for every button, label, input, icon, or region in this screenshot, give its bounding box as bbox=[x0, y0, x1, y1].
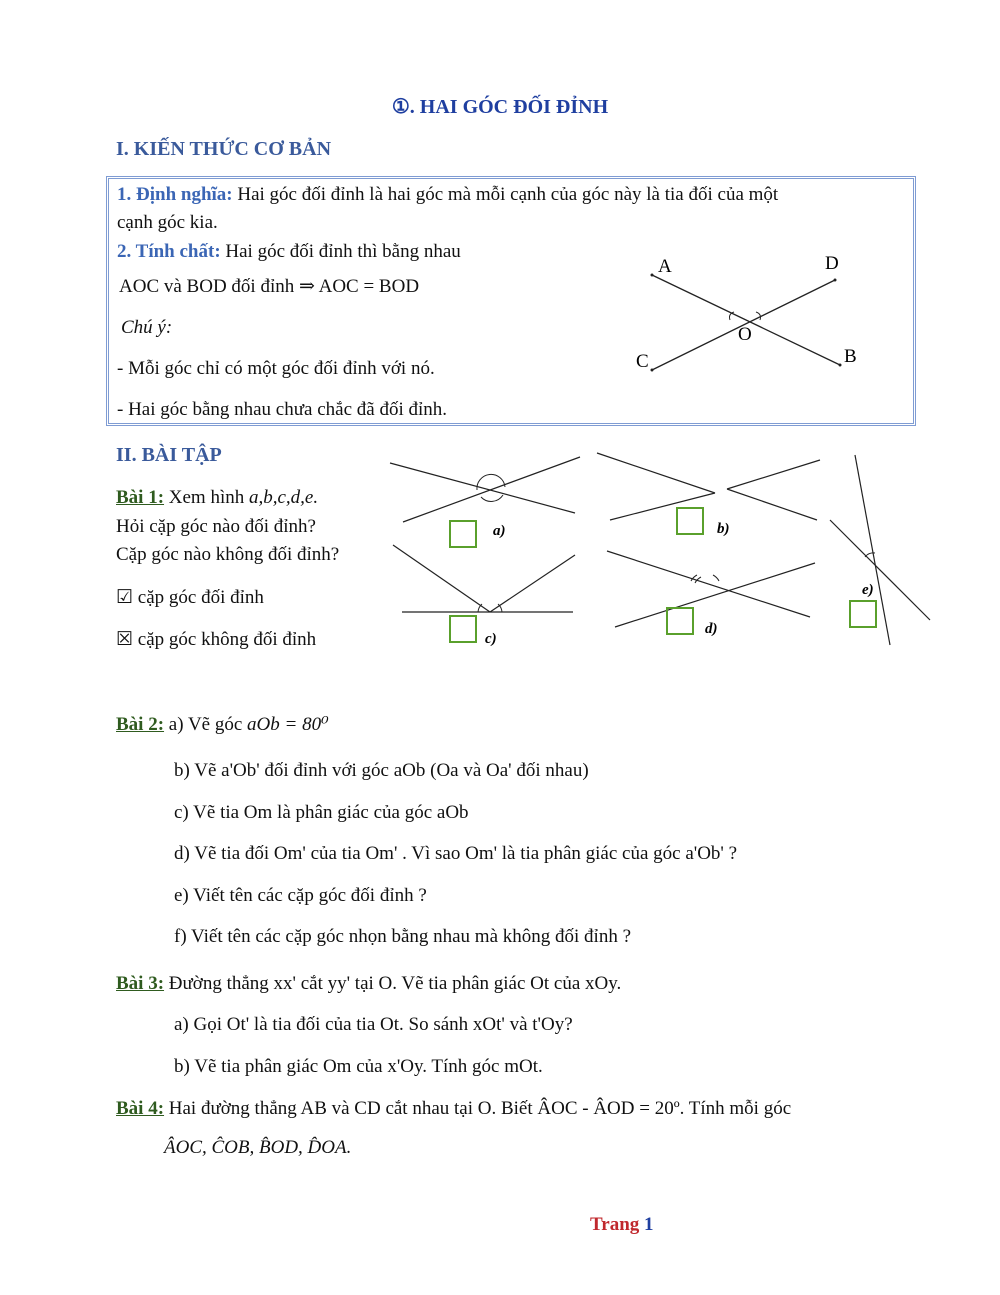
bai4-label: Bài 4: bbox=[116, 1098, 165, 1119]
fig-label-b: b) bbox=[717, 521, 730, 537]
definition-line2: cạnh góc kia. bbox=[117, 212, 218, 233]
bai2-a-text: a) Vẽ góc bbox=[164, 714, 248, 735]
label-O: O bbox=[738, 324, 752, 345]
vertical-angles-figure bbox=[620, 250, 880, 380]
property-formula: AOC và BOD đối đỉnh ⇒ AOC = BOD bbox=[119, 276, 420, 297]
definition-text: Hai góc đối đỉnh là hai góc mà mỗi cạnh của góc này là tia đối của một bbox=[237, 184, 779, 205]
bai4-line2: ÂOC, ĈOB, B̂OD, D̂OA. bbox=[164, 1137, 352, 1158]
note-2: - Hai góc bằng nhau chưa chắc đã đối đỉnh. bbox=[117, 399, 448, 420]
checkbox-b[interactable] bbox=[677, 508, 703, 534]
property-label: 2. Tính chất: bbox=[117, 241, 221, 262]
property-line bbox=[117, 241, 461, 263]
section-heading-exercises: II. BÀI TẬP bbox=[116, 444, 222, 466]
label-D: D bbox=[825, 253, 839, 274]
bai2-label: Bài 2: bbox=[116, 714, 165, 735]
section-heading-theory: I. KIẾN THỨC CƠ BẢN bbox=[116, 138, 332, 160]
label-B: B bbox=[844, 346, 857, 367]
bai1-line3: Cặp góc nào không đối đỉnh? bbox=[116, 544, 340, 565]
note-label: Chú ý: bbox=[121, 317, 173, 338]
page-footer bbox=[590, 1214, 654, 1236]
bai3-line bbox=[116, 973, 621, 995]
bai1-figures: a,b,c,d,e. bbox=[249, 487, 319, 508]
definition-label: 1. Định nghĩa: bbox=[117, 184, 233, 205]
checkbox-a[interactable] bbox=[450, 521, 476, 547]
note-1: - Mỗi góc chỉ có một góc đối đỉnh với nó. bbox=[117, 358, 435, 379]
bai1-legend-checked: ☑ cặp góc đối đỉnh bbox=[116, 587, 264, 608]
fig-label-d: d) bbox=[705, 621, 718, 637]
bai3-line-a: a) Gọi Ot' là tia đối của tia Ot. So sánh xOt' và t'Oy? bbox=[174, 1014, 573, 1035]
checkbox-d[interactable] bbox=[667, 608, 693, 634]
fig-label-a: a) bbox=[493, 523, 506, 539]
bai1-text: Xem hình bbox=[164, 487, 249, 508]
bai2-line-e: e) Viết tên các cặp góc đối đỉnh ? bbox=[174, 885, 427, 906]
page-number: 1 bbox=[644, 1214, 654, 1235]
bai3-line-b: b) Vẽ tia phân giác Om của x'Oy. Tính góc mOt. bbox=[174, 1056, 543, 1077]
bai2-line-f: f) Viết tên các cặp góc nhọn bằng nhau mà không đối đỉnh ? bbox=[174, 926, 632, 947]
page-word: Trang bbox=[590, 1214, 640, 1235]
bai2-a-math: aOb = 80⁰ bbox=[247, 714, 329, 735]
bai1-line2: Hỏi cặp góc nào đối đỉnh? bbox=[116, 516, 316, 537]
checkbox-c[interactable] bbox=[450, 616, 476, 642]
bai4-line bbox=[116, 1098, 791, 1120]
definition-line1 bbox=[117, 184, 778, 206]
fig-label-e: e) bbox=[862, 582, 874, 598]
bai1-legend-crossed: ☒ cặp góc không đối đỉnh bbox=[116, 629, 317, 650]
checkbox-e[interactable] bbox=[850, 601, 876, 627]
label-A: A bbox=[658, 256, 672, 277]
fig-label-c: c) bbox=[485, 631, 497, 647]
page-title: ①. HAI GÓC ĐỐI ĐỈNH bbox=[391, 96, 609, 118]
label-C: C bbox=[636, 351, 649, 372]
property-text: Hai góc đối đỉnh thì bằng nhau bbox=[225, 241, 461, 262]
bai2-line-d: d) Vẽ tia đối Om' của tia Om' . Vì sao Om' là tia phân giác của góc a'Ob' ? bbox=[174, 843, 738, 864]
bai3-label: Bài 3: bbox=[116, 973, 165, 994]
bai2-line-a bbox=[116, 713, 329, 736]
bai2-line-c: c) Vẽ tia Om là phân giác của góc aOb bbox=[174, 802, 469, 823]
bai1-label: Bài 1: bbox=[116, 487, 165, 508]
bai2-line-b: b) Vẽ a'Ob' đối đỉnh với góc aOb (Oa và Oa' đối nhau) bbox=[174, 760, 589, 781]
bai3-text: Đường thẳng xx' cắt yy' tại O. Vẽ tia phân giác Ot của xOy. bbox=[164, 973, 622, 994]
bai4-text: Hai đường thẳng AB và CD cắt nhau tại O. Biết ÂOC - ÂOD = 20º. Tính mỗi góc bbox=[164, 1098, 792, 1119]
bai1-line1 bbox=[116, 487, 318, 509]
exercise1-figures bbox=[385, 445, 945, 655]
